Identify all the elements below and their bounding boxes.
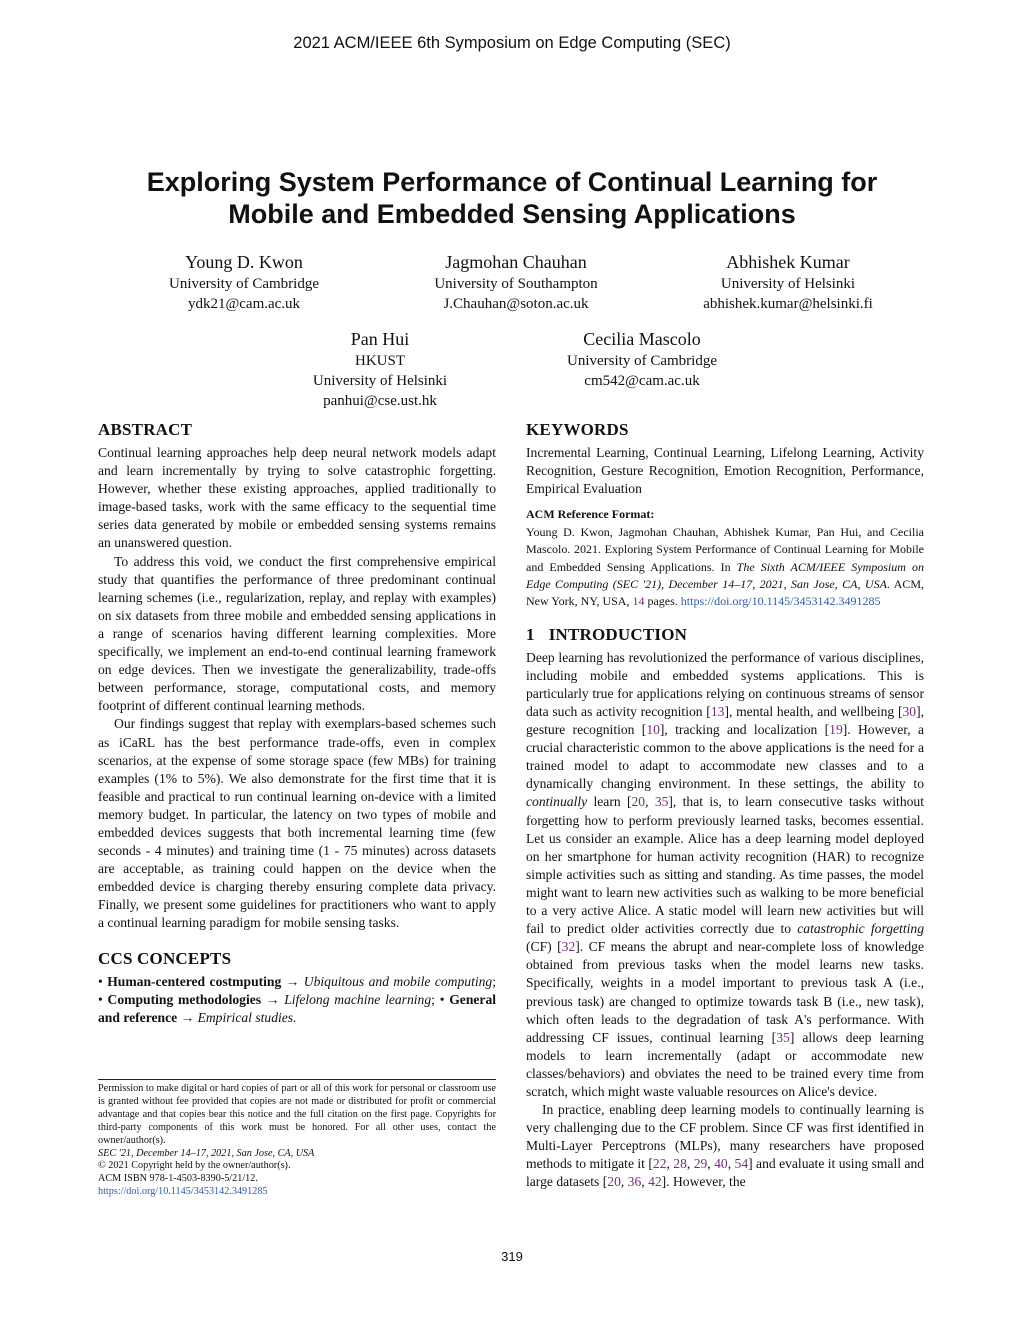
author-affiliation: University of Helsinki: [312, 373, 448, 389]
author-name: Abhishek Kumar: [726, 252, 850, 272]
author-affiliation: HKUST: [354, 353, 405, 369]
text-run: ] and evaluate it using small and large datasets [: [526, 1156, 925, 1190]
citation-link[interactable]: 42: [648, 1174, 662, 1190]
ccs-heading: CCS CONCEPTS: [98, 948, 232, 968]
text-run: ], mental health, and wellbeing [: [724, 704, 903, 719]
section-number: 1: [526, 624, 535, 644]
citation-link[interactable]: 19: [829, 722, 843, 738]
citation-link[interactable]: 20: [631, 794, 646, 810]
author-affiliation: University of Cambridge: [567, 353, 717, 369]
title-line-1: Exploring System Performance of Continual Learning for: [146, 167, 878, 197]
bullet: •: [439, 991, 445, 1007]
citation-link[interactable]: 35: [776, 1029, 790, 1045]
arrow-icon: →: [285, 973, 300, 989]
page-number: 319: [501, 1249, 523, 1264]
abstract-paragraph: Our findings suggest that replay with exemplars-based schemes such as iCaRL has the best performance trade-offs, even in complex scenarios, at the expense of some storage space (few MBs) for training examples (1% to 5%). We also demonstrate for the first time that it is feasible and practical to run continual learning on-device with a limited memory budget. In particular, the latency on two types of mobile and embedded devices suggests that both incremental learning time (few seconds - 4 minutes) and training time (1 - 75 minutes) across datasets are acceptable, as training could happen on the device when the embedded device is charging thereby ensuring complete data privacy. Finally, we present some guidelines for practitioners who want to apply a continual learning paradigm for mobile sensing tasks.: [98, 716, 496, 931]
citation-link[interactable]: 36: [627, 1174, 642, 1190]
abstract-body: [98, 444, 496, 933]
title-line-2: Mobile and Embedded Sensing Applications: [228, 199, 796, 229]
citation-link[interactable]: 20: [607, 1174, 621, 1190]
ccs-term: Human-centered costmputing: [107, 973, 282, 989]
doi-link[interactable]: https://doi.org/10.1145/3453142.3491285: [680, 594, 881, 609]
citation-link[interactable]: 54: [734, 1156, 749, 1172]
text-run: Deep learning has revolutionized the performance of various disciplines, including mobile and embedded systems applications. This is particularly true for applications relying on continuous streams of sensor data such as activity recognition [: [526, 649, 924, 719]
citation-link[interactable]: 40: [714, 1156, 728, 1172]
left-column: [98, 420, 496, 1027]
ccs-item: • Computing methodologies → Lifelong machine learning;: [98, 991, 435, 1007]
author-name: Jagmohan Chauhan: [445, 252, 587, 272]
ccs-desc: Lifelong machine learning: [284, 991, 432, 1007]
ccs-item: • Human-centered costmputing → Ubiquitous and mobile computing;: [98, 973, 497, 989]
author-email: abhishek.kumar@helsinki.fi: [703, 296, 873, 312]
author-email: cm542@cam.ac.uk: [584, 373, 700, 389]
text-run: ]. However, the: [661, 1174, 746, 1190]
author-affiliation: University of Cambridge: [169, 276, 319, 292]
ccs-list: [98, 973, 496, 1027]
author-name: Pan Hui: [350, 329, 410, 349]
introduction-body: [526, 649, 924, 1192]
citation-link[interactable]: 29: [693, 1156, 708, 1172]
text-run: (CF) [: [526, 939, 562, 955]
author-email: J.Chauhan@soton.ac.uk: [443, 296, 589, 312]
text-run: learn [: [587, 794, 632, 810]
citation-link[interactable]: 10: [646, 722, 660, 738]
ccs-desc: Empirical studies.: [197, 1009, 297, 1025]
citation-link[interactable]: 30: [902, 704, 917, 719]
abstract-heading: ABSTRACT: [98, 420, 193, 439]
keywords-text: Incremental Learning, Continual Learning, Lifelong Learning, Activity Recognition, Gesture Recognition, Emotion Recognition, Performance, Empirical Evaluation: [526, 445, 924, 497]
section-title: INTRODUCTION: [548, 624, 688, 644]
text-run: ,: [641, 1174, 649, 1190]
bullet: •: [98, 991, 103, 1007]
bullet: •: [98, 973, 103, 989]
doi-link[interactable]: https://doi.org/10.1145/3453142.3491285: [98, 1186, 268, 1198]
text-run: ,: [620, 1174, 628, 1190]
ccs-concepts: [98, 973, 496, 1027]
footnote: [98, 1079, 496, 1199]
author-name: Cecilia Mascolo: [583, 329, 701, 349]
text-run: ,: [645, 794, 655, 810]
reference-format: [526, 506, 924, 610]
reference-format-heading: ACM Reference Format:: [526, 507, 655, 522]
emphasis-text: continually: [526, 794, 588, 810]
citation-link[interactable]: 28: [673, 1156, 687, 1172]
author-email: ydk21@cam.ac.uk: [187, 296, 301, 312]
arrow-icon: →: [180, 1009, 195, 1025]
text-run: ], that is, to learn consecutive tasks without forgetting how to perform previously learned tasks, becomes essential. Let us consider an example. Alice has a deep learning model deployed on her smartphone for human activity recognition (HAR) to recognize simple activities such as sitting and standing. As time passes, the model might want to learn new activities such as walking to be more beneficial to a very active Alice. A static model will learn new activities but will fail to predict older activities correctly due to: [526, 794, 925, 937]
citation-link[interactable]: 22: [652, 1156, 667, 1172]
author-email: panhui@cse.ust.hk: [323, 393, 437, 409]
author-name: Young D. Kwon: [185, 252, 303, 272]
emphasis-text: catastrophic forgetting: [797, 921, 924, 937]
text-run: ,: [727, 1156, 735, 1172]
intro-paragraph: [526, 1101, 924, 1191]
abstract-paragraph: To address this void, we conduct the first comprehensive empirical study that quantifies the performance of three predominant continual learning schemes (i.e., regularization, replay, and replay with examples) on six datasets from three mobile and embedded sensing applications in a range of scenarios having different learning complexities. More specifically, we implement an end-to-end continual learning framework on edge devices. Then we investigate the generalizability, trade-offs between performance, storage, computational costs, and memory footprint of different continual learning methods.: [98, 553, 496, 714]
citation-link[interactable]: 32: [561, 939, 576, 955]
reference-format-text: Young D. Kwon, Jagmohan Chauhan, Abhishek Kumar, Pan Hui, and Cecilia Mascolo. 2021. Exploring System Performance of Continual Learning for Mobile and Embedded Sensing Applications. In The Sixth ACM/IEEE Symposium on Edge Computing (SEC '21), December 14–17, 2021, San Jose, CA, USA. ACM, New York, NY, USA, 14 pages. https://doi.org/10.1145/3453142.3491285: [526, 524, 924, 609]
arrow-icon: →: [265, 991, 280, 1007]
ccs-term: Computing methodologies: [107, 991, 262, 1007]
text-run: ] allows deep learning models to learn incrementally (adapt or accommodate new classes/behaviors) and obviates the need to be trained every time from scratch, which might waste valuable resources on Alice's device.: [526, 1029, 924, 1099]
author-affiliation: University of Helsinki: [720, 276, 856, 292]
right-column: [526, 420, 924, 1192]
intro-paragraph: [526, 649, 924, 1101]
author-affiliation: University of Southampton: [434, 276, 598, 292]
author-block: [134, 251, 354, 314]
text-run: ], tracking and localization [: [659, 722, 830, 738]
author-block: [532, 328, 752, 391]
venue-line: SEC '21, December 14–17, 2021, San Jose, CA, USA: [98, 1147, 315, 1159]
introduction-heading: [526, 625, 924, 645]
keywords-body: [526, 444, 924, 498]
conference-header: 2021 ACM/IEEE 6th Symposium on Edge Computing (SEC): [293, 34, 731, 52]
reference-venue: The Sixth ACM/IEEE Symposium on Edge Computing (SEC '21), December 14–17, 2021, San Jose, CA, USA: [526, 559, 924, 591]
citation-link[interactable]: 13: [710, 704, 725, 719]
citation-link[interactable]: 35: [654, 794, 669, 810]
text-run: ]. CF means the abrupt and near-complete loss of knowledge obtained from previous tasks when the model learns new tasks. Specifically, weights in a model important to previous task A (i.e., previous task) are changed to optimize towards task B (i.e., new task), which often leads to the degradation of task A's performance. With addressing CF issues, continual learning [: [526, 939, 925, 1045]
text-run: ,: [707, 1156, 715, 1172]
permission-notice: Permission to make digital or hard copies of part or all of this work for personal or classroom use is granted without fee provided that copies are not made or distributed for profit or commercial advantage and that copies bear this notice and the full citation on the first page. Copyrights for third-party components of this work must be honored. For all other uses, contact the owner/author(s).: [98, 1083, 496, 1146]
author-block: [280, 328, 480, 411]
text-run: ]. However, a crucial characteristic common to the above applications is the need for a trained model to adapt to accommodate new classes and to a dynamically changing environment. In these settings, the ability to: [526, 722, 924, 792]
copyright-line: © 2021 Copyright held by the owner/author(s).: [98, 1160, 291, 1172]
ccs-term: General and reference: [98, 991, 497, 1025]
text-run: ,: [666, 1156, 674, 1172]
abstract-paragraph: Continual learning approaches help deep neural network models adapt and learn incrementally by trying to solve catastrophic forgetting. However, whether these existing approaches, applied traditionally to image-based tasks, work with the same efficacy to the sequential time series data generated by mobile or embedded sensing systems remains an unanswered question.: [98, 445, 496, 551]
text-run: ], gesture recognition [: [526, 704, 925, 738]
author-block: [396, 251, 636, 314]
ccs-desc: Ubiquitous and mobile computing: [303, 973, 493, 989]
text-run: In practice, enabling deep learning models to continually learning is very challenging due to the CF problem. Since CF was first identified in Multi-Layer Perceptrons (MLPs), many researchers have proposed methods to mitigate it [: [526, 1102, 924, 1172]
paper-title: [60, 166, 964, 230]
page-count-link[interactable]: 14: [632, 594, 645, 609]
isbn-line: ACM ISBN 978-1-4503-8390-5/21/12.: [98, 1173, 258, 1185]
keywords-heading: KEYWORDS: [526, 420, 629, 439]
text-run: ,: [686, 1156, 694, 1172]
author-block: [678, 251, 898, 314]
